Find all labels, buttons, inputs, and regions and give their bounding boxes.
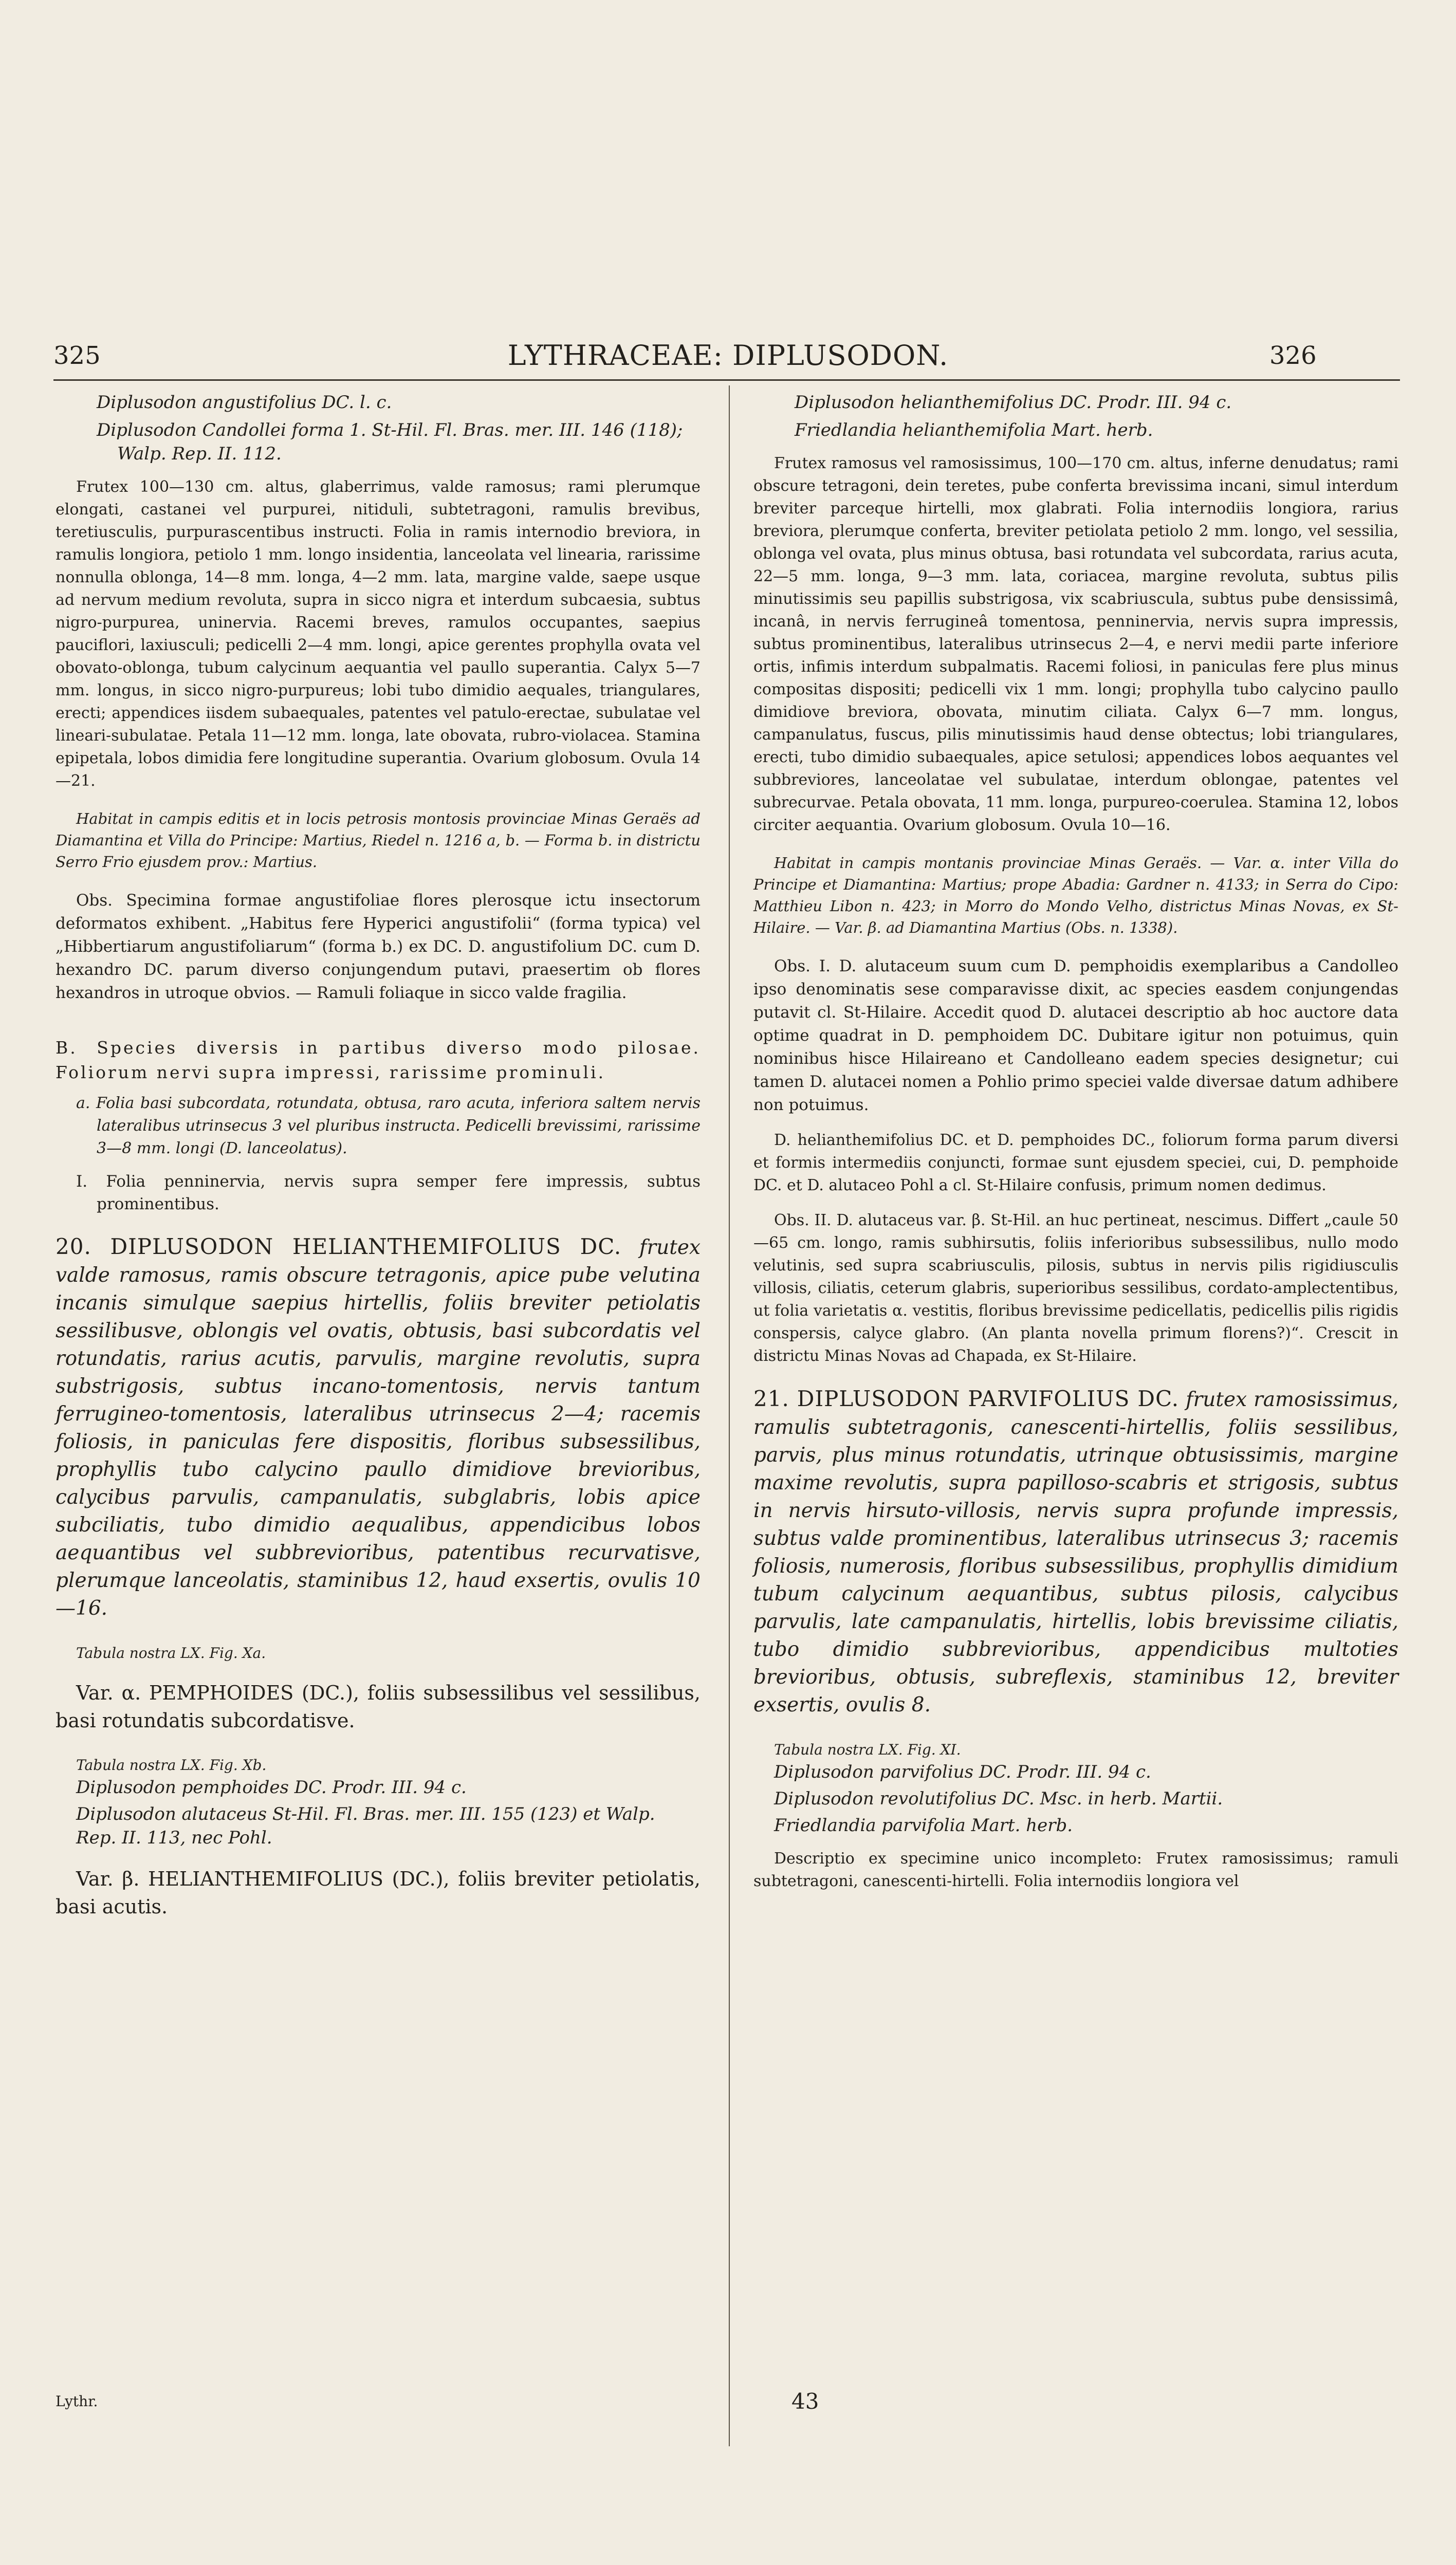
- synonym: Friedlandia helianthemifolia Mart. herb.: [795, 420, 1153, 440]
- species-name: 21. DIPLUSODON PARVIFOLIUS DC.: [753, 1386, 1179, 1411]
- description: Descriptio ex specimine unico incompleto: Frutex ramosissimus; ramuli subtetragoni, canescenti-hirtelli. Folia internodiis longiora vel: [753, 1850, 1398, 1890]
- plate-reference: Tabula nostra LX. Fig. Xb.: [76, 1757, 267, 1774]
- plate-reference: Tabula nostra LX. Fig. Xa.: [76, 1645, 266, 1662]
- description: Frutex 100—130 cm. altus, glaberrimus, valde ramosus; rami plerumque elongati, castanei vel purpurei, nitiduli, subtetragoni, ramulis brevibus, teretiusculis, purpurascentibus instructi. Folia in ramis internodio breviora, in ramulis longiora, petiolo 1 mm. longo insidentia, lanceolata vel linearia, rarissime nonnulla oblonga, 14—8 mm. longa, 4—2 mm. lata, margine valde, saepe usque ad nervum medium revoluta, supra in sicco nigra et interdum subcaesia, subtus nigro-purpurea, uninervia. Racemi breves, ramulos occupantes, saepius pauciflori, laxiusculi; pedicelli 2—4 mm. longi, apice gerentes prophylla ovata vel obovato-oblonga, tubum calycinum aequantia vel paullo superantia. Calyx 5—7 mm. longus, in sicco nigro-purpureus; lobi tubo dimidio aequales, triangulares, erecti; appendices iisdem subaequales, patentes vel patulo-erectae, subulatae vel lineari-subulatae. Petala 11—12 mm. longa, late obovata, rubro-violacea. Stamina epipetala, lobos dimidia fere longitudine superantia. Ovarium globosum. Ovula 14—21.: [56, 478, 701, 790]
- synonym: Diplusodon helianthemifolius DC. Prodr. III. 94 c.: [795, 392, 1232, 413]
- variety: Var. β. HELIANTHEMIFOLIUS (DC.), foliis breviter petiolatis, basi acutis.: [56, 1868, 701, 1918]
- page-number-right: 326: [1269, 341, 1317, 370]
- left-column: [56, 391, 701, 1921]
- observation: Obs. I. D. alutaceum suum cum D. pemphoidis exemplaribus a Candolleo ipso denominatis sese comparavisse dixit, ac species easdem conjungendas putavit cl. St-Hilaire. Accedit quod D. alutacei descriptio ab hoc auctore data optime quadrat in D. pemphoidem DC. Dubitare igitur non potuimus, quin nominibus hisce Hilaireano et Candolleano eadem species designetur; cui tamen D. alutacei nomen a Pohlio primo speciei valde diversae datum adhibere non potuimus.: [753, 957, 1398, 1114]
- subsection-heading: I. Folia penninervia, nervis supra semper fere impressis, subtus prominentibus.: [76, 1172, 701, 1213]
- section-heading: B. Species diversis in partibus diverso modo pilosae. Foliorum nervi supra impressi, rarissime prominuli.: [56, 1038, 701, 1082]
- page-number-left: 325: [53, 341, 101, 370]
- signature-mark: Lythr.: [56, 2393, 98, 2410]
- synonym: Diplusodon alutaceus St-Hil. Fl. Bras. mer. III. 155 (123) et Walp. Rep. II. 113, nec Pohl.: [76, 1804, 655, 1848]
- synonym: Diplusodon parvifolius DC. Prodr. III. 94 c.: [774, 1762, 1151, 1782]
- running-head: LYTHRACEAE: DIPLUSODON.: [507, 339, 949, 372]
- synonym: Friedlandia parvifolia Mart. herb.: [774, 1815, 1073, 1836]
- synonym: Diplusodon revolutifolius DC. Msc. in herb. Martii.: [774, 1788, 1223, 1809]
- habitat: Habitat in campis editis et in locis petrosis montosis provinciae Minas Geraës ad Diamantina et Villa do Principe: Martius, Riedel n. 1216 a, b. — Forma b. in districtu Serro Frio ejusdem prov.: Martius.: [56, 810, 701, 871]
- description: Frutex ramosus vel ramosissimus, 100—170 cm. altus, inferne denudatus; rami obscure tetragoni, dein teretes, pube conferta brevissima incani, simul interdum breviter parceque hirtelli, mox glabrati. Folia internodiis longiora, rarius breviora, plerumque conferta, breviter petiolata petiolo 2 mm. longo, vel sessilia, oblonga vel ovata, plus minus obtusa, basi rotundata vel subcordata, rarius acuta, 22—5 mm. longa, 9—3 mm. lata, coriacea, margine revoluta, subtus pilis minutissimis seu papillis substrigosa, vix scabriuscula, subtus pube densissimâ, incanâ, in nervis ferrugineâ tomentosa, penninervia, nervis supra impressis, subtus prominentibus, lateralibus utrinsecus 2—4, e nervi medii parte inferiore ortis, infimis interdum subpalmatis. Racemi foliosi, in paniculas fere plus minus compositas dispositi; pedicelli vix 1 mm. longi; prophylla tubo calycino paullo dimidiove breviora, obovata, minutim ciliata. Calyx 6—7 mm. longus, campanulatus, fuscus, pilis minutissimis haud dense obtectus; lobi triangulares, erecti, tubo dimidio subaequales, apice setulosi; appendices lobos aequantes vel subbreviores, lanceolatae vel subulatae, interdum oblongae, patentes vel subrecurvae. Petala obovata, 11 mm. longa, purpureo-coerulea. Stamina 12, lobos circiter aequantia. Ovarium globosum. Ovula 10—16.: [753, 454, 1398, 834]
- diagnosis-text: frutex ramosissimus, ramulis subtetragonis, canescenti-hirtellis, foliis sessilibus, parvis, plus minus rotundatis, utrinque obtusissimis, margine maxime revolutis, supra papilloso-scabris et strigosis, subtus in nervis hirsuto-villosis, nervis supra profunde impressis, subtus valde prominentibus, lateralibus utrinsecus 3; racemis foliosis, numerosis, floribus subsessilibus, prophyllis dimidium tubum calycinum aequantibus, subtus pilosis, calycibus parvulis, late campanulatis, hirtellis, lobis brevissime ciliatis, tubo dimidio subbrevioribus, appendicibus multoties brevioribus, obtusis, subreflexis, staminibus 12, breviter exsertis, ovulis 8.: [753, 1388, 1398, 1717]
- species-name: 20. DIPLUSODON HELIANTHEMIFOLIUS DC.: [56, 1234, 622, 1259]
- species-diagnosis: [56, 1233, 701, 1622]
- column-divider: [729, 385, 730, 2446]
- habitat: Habitat in campis montanis provinciae Minas Geraës. — Var. α. inter Villa do Principe et Diamantina: Martius; prope Abadia: Gardner n. 4133; in Serra do Cipo: Matthieu Libon n. 423; in Morro do Mondo Velho, districtus Minas Novas, ex St-Hilaire. — Var. β. ad Diamantina Martius (Obs. n. 1338).: [753, 854, 1398, 936]
- diagnosis-text: frutex valde ramosus, ramis obscure tetragonis, apice pube velutina incanis simulque saepius hirtellis, foliis breviter petiolatis sessilibusve, oblongis vel ovatis, obtusis, basi subcordatis vel rotundatis, rarius acutis, parvulis, margine revolutis, supra substrigosis, subtus incano-tomentosis, nervis tantum ferrugineo-tomentosis, lateralibus utrinsecus 2—4; racemis foliosis, in paniculas fere dispositis, floribus subsessilibus, prophyllis tubo calycino paullo dimidiove brevioribus, calycibus parvulis, campanulatis, subglabris, lobis apice subciliatis, tubo dimidio aequalibus, appendicibus lobos aequantibus vel subbrevioribus, patentibus recurvatisve, plerumque lanceolatis, staminibus 12, haud exsertis, ovulis 10—16.: [56, 1236, 701, 1620]
- synonym: Diplusodon angustifolius DC. l. c.: [97, 392, 392, 413]
- observation: Obs. II. D. alutaceus var. β. St-Hil. an huc pertineat, nescimus. Differt „caule 50—65 cm. longo, ramis subhirsutis, foliis inferioribus subsessilibus, nullo modo velutinis, sed supra scabriusculis, pilosis, subtus in nervis pilis rigidiusculis villosis, ciliatis, ceterum glabris, superioribus sessilibus, cordato-amplectentibus, ut folia varietatis α. vestitis, floribus brevissime pedicellatis, pedicellis pilis rigidis conspersis, calyce glabro. (An planta novella primum florens?)“. Crescit in districtu Minas Novas ad Chapada, ex St-Hilaire.: [753, 1211, 1398, 1365]
- signature-number: 43: [791, 2389, 819, 2414]
- observation: D. helianthemifolius DC. et D. pemphoides DC., foliorum forma parum diversi et formis intermediis conjuncti, formae sunt ejusdem speciei, cui, D. pemphoide DC. et D. alutaceo Pohl a cl. St-Hilaire confusis, primum nomen dedimus.: [753, 1131, 1398, 1194]
- observation: Obs. Specimina formae angustifoliae flores plerosque ictu insectorum deformatos exhibent. „Habitus fere Hyperici angustifolii“ (forma typica) vel „Hibbertiarum angustifoliarum“ (forma b.) ex DC. D. angustifolium DC. cum D. hexandro DC. parum diverso conjungendum putavi, praesertim ob flores hexandros in utroque obvios. — Ramuli foliaque in sicco valde fragilia.: [56, 891, 701, 1002]
- synonym: Diplusodon Candollei forma 1. St-Hil. Fl. Bras. mer. III. 146 (118); Walp. Rep. II. 112.: [97, 420, 683, 464]
- header-rule: [53, 379, 1400, 381]
- variety: Var. α. PEMPHOIDES (DC.), foliis subsessilibus vel sessilibus, basi rotundatis subcordatisve.: [56, 1682, 701, 1732]
- species-diagnosis: [753, 1385, 1398, 1719]
- synonym: Diplusodon pemphoides DC. Prodr. III. 94 c.: [76, 1777, 467, 1798]
- plate-reference: Tabula nostra LX. Fig. XI.: [774, 1741, 961, 1758]
- right-column: [753, 391, 1398, 1893]
- subsection-heading: a. Folia basi subcordata, rotundata, obtusa, raro acuta, inferiora saltem nervis lateralibus utrinsecus 3 vel pluribus instructa. Pedicelli brevissimi, rarissime 3—8 mm. longi (D. lanceolatus).: [76, 1094, 701, 1157]
